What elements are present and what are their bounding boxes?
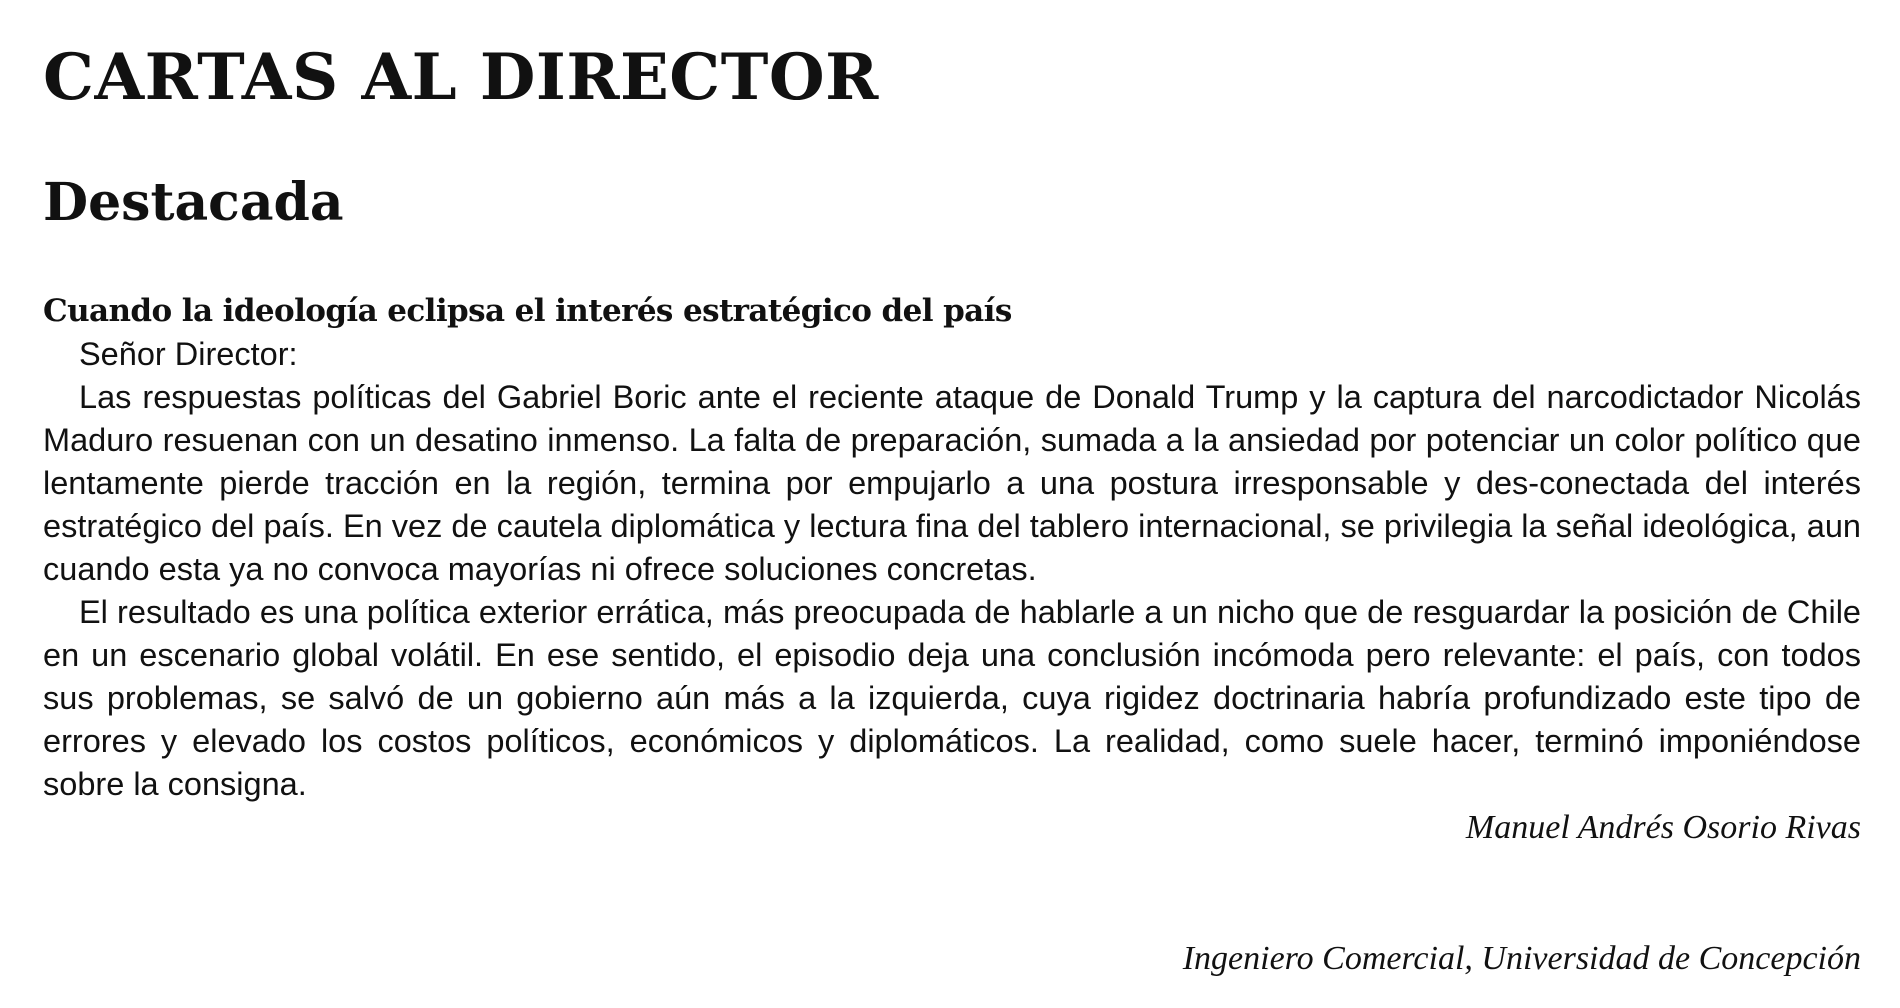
letter-paragraph-1: Las respuestas políticas del Gabriel Boric ante el reciente ataque de Donald Trump y la captura del narcodictador Nicolás Maduro resuenan con un desatino inmenso. La falta de preparación, sumada a la ansiedad por potenciar un color político que lentamente pierde tracción en la región, termina por empujarlo a una postura irresponsable y des-conectada del interés estratégico del país. En vez de cautela diplomática y lectura fina del tablero internacional, se privilegia la señal ideológica, aun cuando esta ya no convoca mayorías ni ofrece soluciones concretas. [43, 379, 1861, 587]
letter-headline: Cuando la ideología eclipsa el interés estratégico del país [43, 293, 1012, 329]
featured-letter [43, 290, 1861, 806]
author-affiliation: Ingeniero Comercial, Universidad de Concepción [1182, 940, 1861, 977]
letter-author: Manuel Andrés Osorio Rivas [1465, 809, 1861, 846]
letters-page [43, 0, 1861, 1008]
letter-body [43, 333, 1861, 806]
letter-salutation: Señor Director: [79, 336, 298, 372]
featured-label: Destacada [43, 172, 344, 233]
section-title: CARTAS AL DIRECTOR [43, 40, 879, 115]
letter-paragraph-2: El resultado es una política exterior errática, más preocupada de hablarle a un nicho que de resguardar la posición de Chile en un escenario global volátil. En ese sentido, el episodio deja una conclusión incómoda pero relevante: el país, con todos sus problemas, se salvó de un gobierno aún más a la izquierda, cuya rigidez doctrinaria habría profundizado este tipo de errores y elevado los costos políticos, económicos y diplomáticos. La realidad, como suele hacer, terminó imponiéndose sobre la consigna. [43, 594, 1861, 802]
